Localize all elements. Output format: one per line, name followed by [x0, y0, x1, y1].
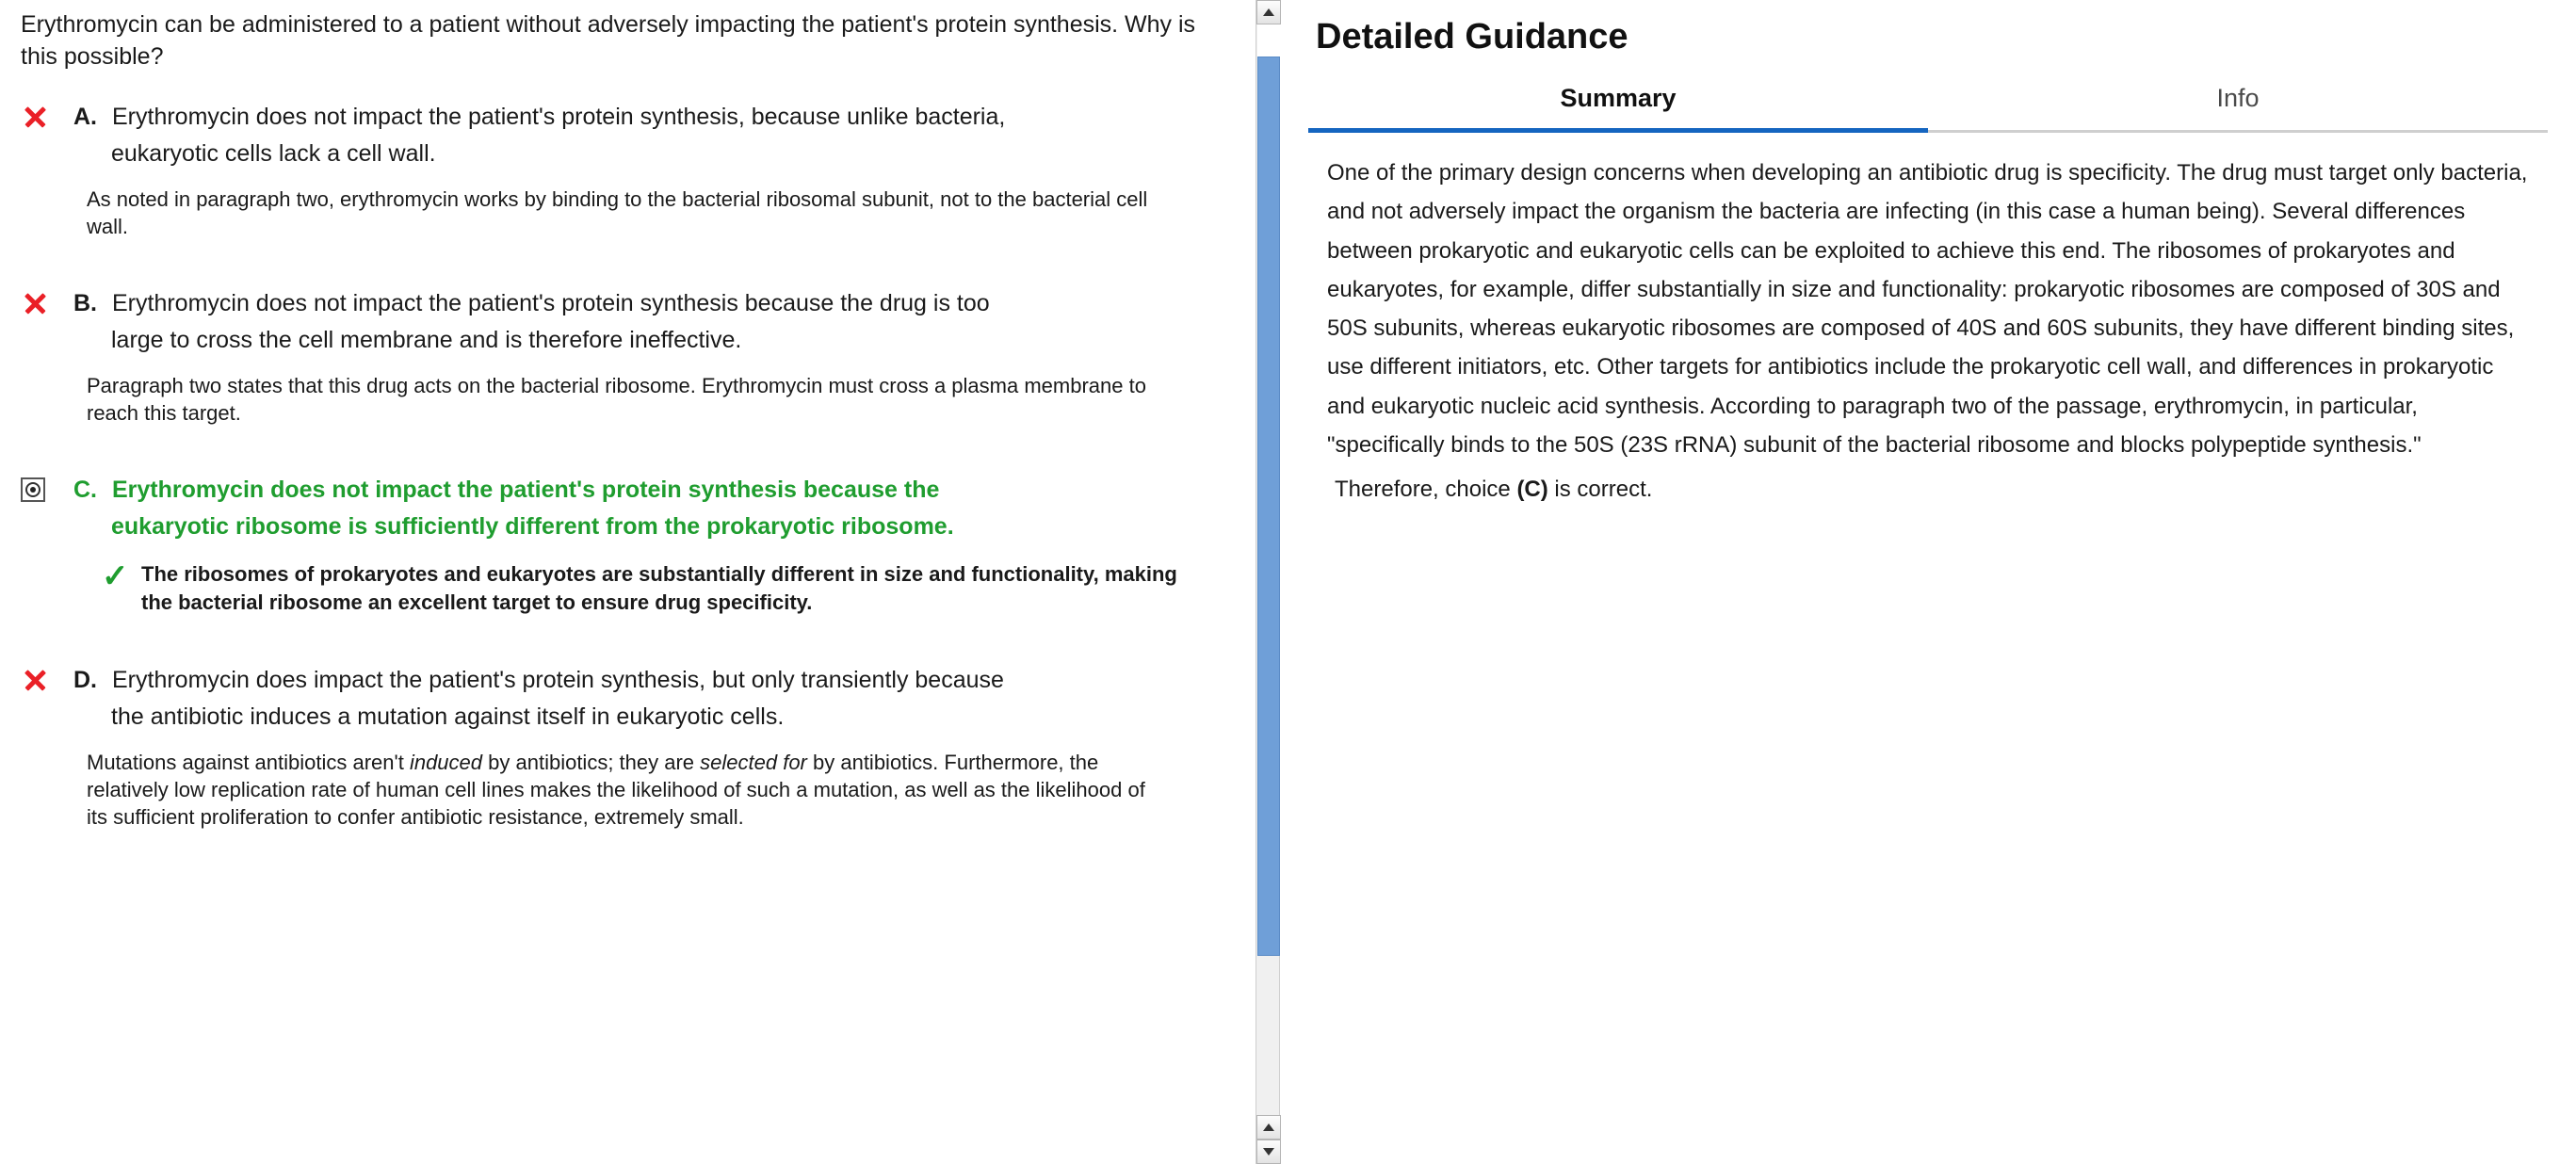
choice-d-text2: the antibiotic induces a mutation against itself in eukaryotic cells. [111, 703, 785, 730]
tab-info[interactable]: Info [2216, 84, 2260, 112]
spacer [21, 246, 1239, 285]
radio-selected-icon[interactable] [21, 477, 45, 502]
incorrect-x-icon [21, 289, 49, 317]
choice-b-line2 [73, 322, 1185, 359]
detailed-guidance-pane [1280, 0, 2576, 1164]
conclusion-tail: is correct. [1547, 477, 1653, 503]
choice-d-exp-part2: by antibiotics; they are [482, 750, 701, 774]
choice-a-text2: eukaryotic cells lack a cell wall. [111, 139, 436, 167]
choice-b-text1: Erythromycin does not impact the patient's protein synthesis because the drug is too [112, 290, 990, 316]
choice-a-mark [21, 99, 73, 136]
choice-a-line2 [73, 136, 1185, 172]
guidance-summary-text: One of the primary design concerns when developing an antibiotic drug is specificity. The drug must target only bacteria, and not adversely impact the organism the bacteria are infecting (in this case a human being). Several differences between prokaryotic and eukaryotic cells can be exploited to achieve this end. The ribosomes of prokaryotes and eukaryotes, for example, differ substantially in size and functionality: prokaryotic ribosomes are composed of 30S and 50S subunits, whereas eukaryotic ribosomes are composed of 40S and 60S subunits, they have different binding sites, use different initiators, etc. Other targets for antibiotics include the prokaryotic cell wall, and differences in prokaryotic and eukaryotic nucleic acid synthesis. According to paragraph two of the passage, erythromycin, in particular, "specifically binds to the 50S (23S rRNA) subunit of the bacterial ribosome and blocks polypeptide synthesis." [1327, 160, 2528, 458]
choice-c-explanation: The ribosomes of prokaryotes and eukaryotes are substantially different in size and functionality, making the bacterial ribosome an excellent target to ensure drug specificity. [141, 561, 1177, 614]
vertical-scrollbar[interactable] [1256, 0, 1280, 1164]
guidance-title: Detailed Guidance [1316, 17, 1628, 57]
scroll-down-button-upper[interactable] [1256, 1115, 1281, 1140]
choice-a-letter: A. [73, 104, 97, 130]
choice-c-letter: C. [73, 477, 97, 503]
guidance-conclusion [1303, 470, 2548, 509]
choice-b-line1 [73, 285, 1185, 322]
scrollbar-thumb[interactable] [1257, 57, 1280, 956]
choice-c-line2 [73, 509, 1185, 545]
conclusion-answer: (C) [1516, 477, 1548, 503]
choice-d-mark [21, 662, 73, 699]
choice-d-body [73, 662, 1185, 831]
choice-a-explanation: As noted in paragraph two, erythromycin works by binding to the bacterial ribosomal subunit, not to the bacterial cell wall. [87, 186, 1148, 238]
choice-c-body [73, 472, 1185, 617]
incorrect-x-icon [21, 666, 49, 694]
choice-d-exp-part3: by antibiotics. Furthermore, the relatively low replication rate of human cell lines makes the likelihood of such a mutation, as well as the likelihood of its sufficient proliferation to confer antibiotic resistance, extremely small. [87, 750, 1145, 830]
choice-c-text2: eukaryotic ribosome is sufficiently different from the prokaryotic ribosome. [111, 512, 954, 540]
choice-b-text2: large to cross the cell membrane and is therefore ineffective. [111, 326, 742, 353]
choice-d[interactable] [21, 662, 1239, 831]
choice-c-line1 [73, 472, 1185, 509]
choice-a[interactable] [21, 99, 1239, 240]
choice-c[interactable] [21, 472, 1239, 617]
choice-d-exp-part1: Mutations against antibiotics aren't [87, 750, 410, 774]
incorrect-x-icon [21, 103, 49, 131]
correct-check-icon: ✓ [102, 558, 129, 594]
conclusion-lead: Therefore, choice [1335, 477, 1517, 503]
spacer [21, 622, 1239, 662]
choice-a-line1 [73, 99, 1185, 136]
choice-d-exp-em2: selected for [700, 750, 807, 774]
question-stem: Erythromycin can be administered to a patient without adversely impacting the patient's protein synthesis. Why is this possible? [21, 11, 1196, 70]
choice-a-body [73, 99, 1185, 240]
choice-d-explanation [73, 749, 1151, 832]
choice-a-text1: Erythromycin does not impact the patient's protein synthesis, because unlike bacteria, [112, 104, 1006, 130]
scrollbar-track-top[interactable] [1257, 24, 1280, 57]
choice-c-mark[interactable] [21, 472, 73, 507]
choice-d-letter: D. [73, 667, 97, 694]
chevron-up-icon [1263, 8, 1274, 16]
choice-d-line1 [73, 662, 1185, 699]
choice-b-body [73, 285, 1185, 427]
choice-c-explanation-row [73, 560, 1185, 618]
choice-b-mark [21, 285, 73, 322]
choice-c-text1: Erythromycin does not impact the patient's protein synthesis because the [112, 477, 940, 503]
guidance-tabs [1308, 74, 2548, 133]
chevron-down-icon [1263, 1148, 1274, 1156]
tab-summary[interactable]: Summary [1308, 74, 1928, 133]
choice-b[interactable] [21, 285, 1239, 427]
scroll-down-button[interactable] [1256, 1140, 1281, 1164]
choice-d-exp-em1: induced [409, 750, 483, 774]
scroll-up-button[interactable] [1256, 0, 1281, 24]
choice-b-explanation: Paragraph two states that this drug acts on the bacterial ribosome. Erythromycin must cross a plasma membrane to reach this target. [87, 373, 1146, 425]
spacer [21, 432, 1239, 472]
chevron-up-icon [1263, 1124, 1274, 1131]
choice-b-letter: B. [73, 290, 97, 316]
choice-d-line2 [73, 699, 1185, 736]
question-pane [0, 0, 1256, 1164]
choice-d-text1: Erythromycin does impact the patient's protein synthesis, but only transiently because [112, 667, 1004, 694]
